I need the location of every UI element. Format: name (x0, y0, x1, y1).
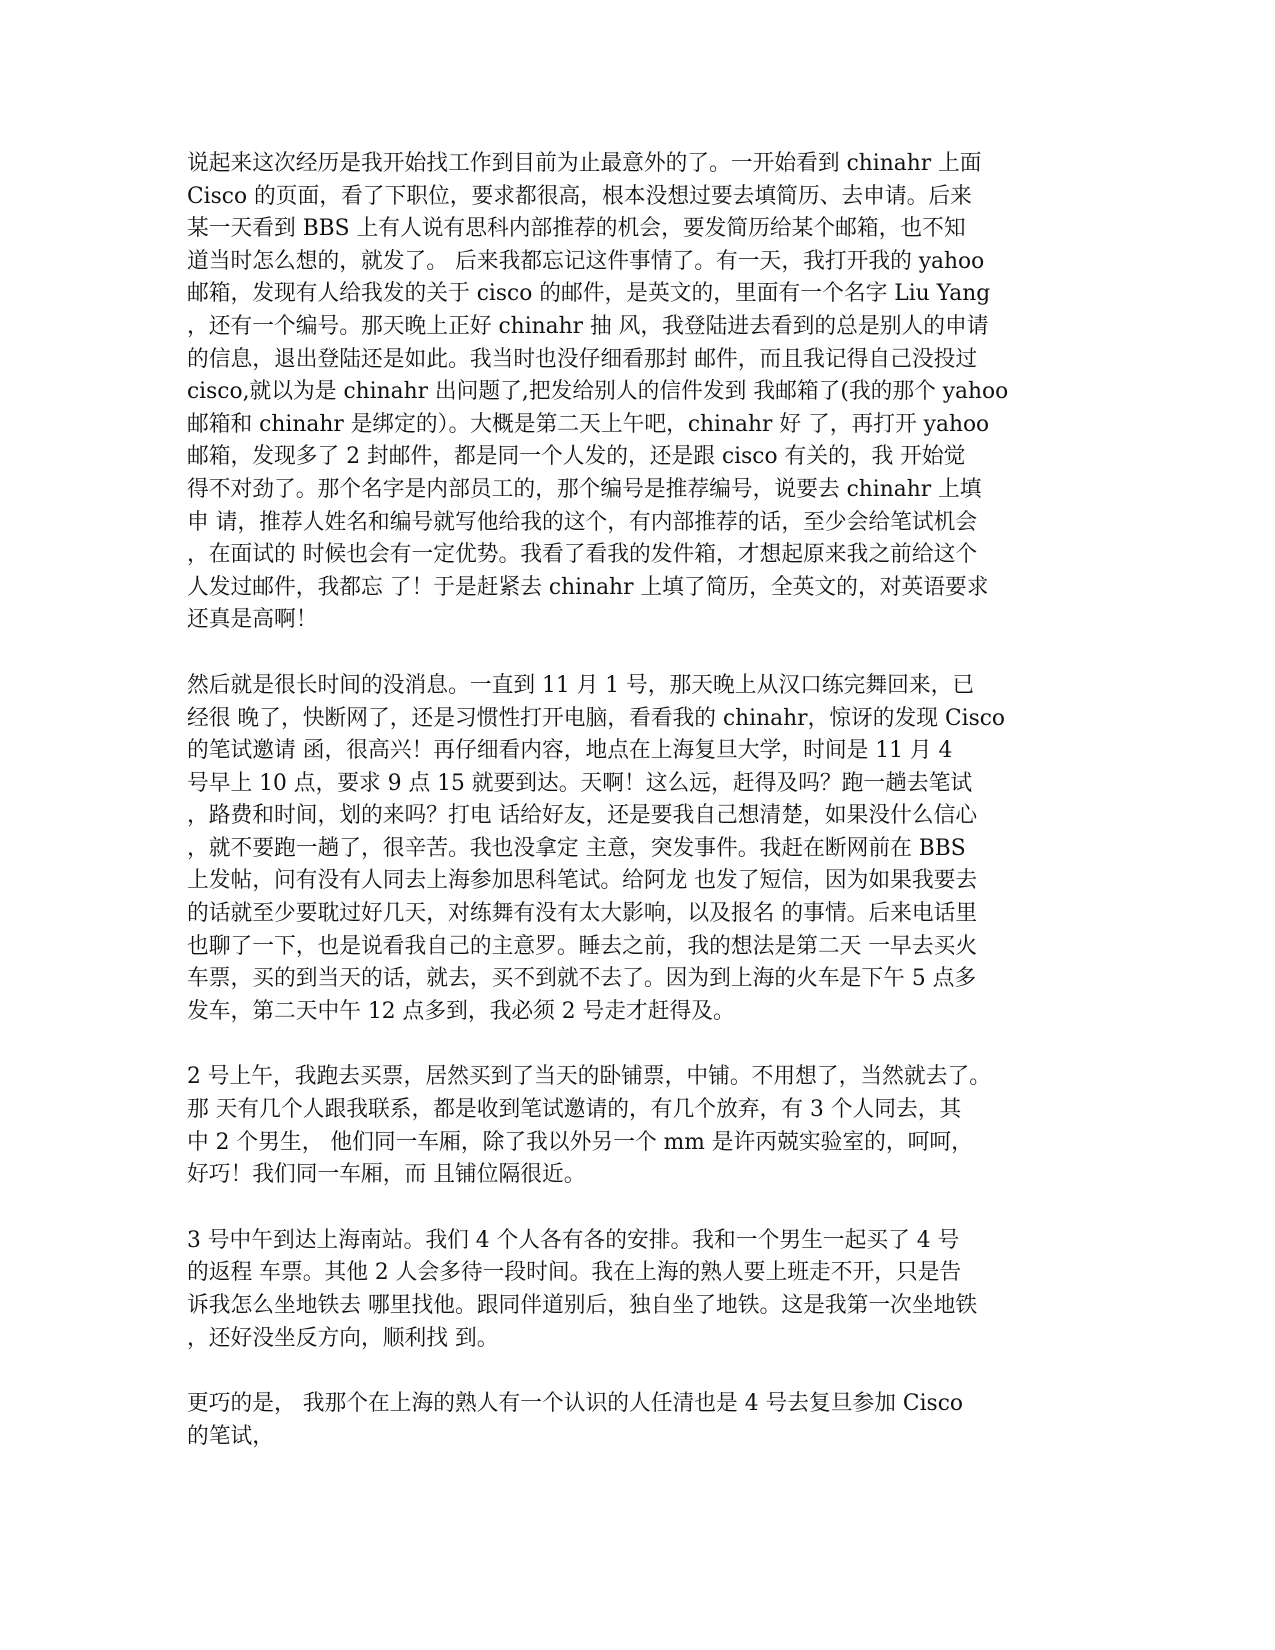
text-line: 邮箱，发现多了 2 封邮件，都是同一个人发的，还是跟 cisco 有关的，我 开始觉 (187, 444, 966, 470)
text-line: 上发帖，问有没有人同去上海参加思科笔试。给阿龙 也发了短信，因为如果我要去 (187, 868, 978, 894)
text-line: 经很 晚了，快断网了，还是习惯性打开电脑，看看我的 chinahr，惊讶的发现 Cisco (187, 705, 1006, 731)
text-line: 人发过邮件，我都忘 了！于是赶紧去 chinahr 上填了简历，全英文的，对英语要求 (187, 574, 989, 600)
paragraph-2 (187, 670, 1087, 1029)
text-line: 中 2 个男生， 他们同一车厢，除了我以外另一个 mm 是许丙兢实验室的，呵呵， (187, 1129, 973, 1155)
text-line: 诉我怎么坐地铁去 哪里找他。跟同伴道别后，独自坐了地铁。这是我第一次坐地铁 (187, 1293, 978, 1318)
text-line: 得不对劲了。那个名字是内部员工的，那个编号是推荐编号，说要去 chinahr 上填 (187, 476, 982, 502)
text-line: 那 天有几个人跟我联系，都是收到笔试邀请的，有几个放弃，有 3 个人同去，其 (187, 1097, 962, 1123)
text-line: ，还有一个编号。那天晚上正好 chinahr 抽 风，我登陆进去看到的总是别人的申请 (187, 313, 989, 339)
document-body (187, 148, 1087, 1486)
text-line: 的笔试， (187, 1423, 275, 1449)
paragraph-3 (187, 1061, 1087, 1191)
text-line: 邮箱和 chinahr 是绑定的）。大概是第二天上午吧，chinahr 好 了，再打开 yahoo (187, 411, 990, 437)
text-line: 说起来这次经历是我开始找工作到目前为止最意外的了。一开始看到 chinahr 上面 (187, 151, 982, 176)
text-line: 还真是高啊！ (187, 607, 318, 633)
text-line: Cisco 的页面，看了下职位，要求都很高，根本没想过要去填简历、去申请。后来 (187, 183, 972, 209)
text-line: 车票，买的到当天的话，就去，买不到就不去了。因为到上海的火车是下午 5 点多 (187, 966, 977, 992)
text-line: 某一天看到 BBS 上有人说有思科内部推荐的机会，要发简历给某个邮箱，也不知 (187, 216, 966, 242)
text-line: 的笔试邀请 函，很高兴！再仔细看内容，地点在上海复旦大学，时间是 11 月 4 (187, 738, 953, 764)
text-line: 道当时怎么想的，就发了。 后来我都忘记这件事情了。有一天，我打开我的 yahoo (187, 248, 985, 274)
paragraph-1 (187, 148, 1087, 637)
text-line: 也聊了一下，也是说看我自己的主意罗。睡去之前，我的想法是第二天 一早去买火 (187, 933, 978, 959)
text-line: 申 请，推荐人姓名和编号就写他给我的这个，有内部推荐的话，至少会给笔试机会 (187, 509, 978, 535)
text-line: 然后就是很长时间的没消息。一直到 11 月 1 号，那天晚上从汉口练完舞回来，已 (187, 672, 975, 698)
text-line: ，还好没坐反方向，顺利找 到。 (187, 1325, 499, 1351)
text-line: 的话就至少要耽过好几天，对练舞有没有太大影响，以及报名 的事情。后来电话里 (187, 901, 978, 927)
text-line: 的信息，退出登陆还是如此。我当时也没仔细看那封 邮件，而且我记得自己没投过 (187, 346, 978, 372)
text-line: 2 号上午，我跑去买票，居然买到了当天的卧铺票，中铺。不用想了，当然就去了。 (187, 1064, 991, 1090)
text-line: 好巧！我们同一车厢，而 且铺位隔很近。 (187, 1162, 586, 1188)
text-line: 的返程 车票。其他 2 人会多待一段时间。我在上海的熟人要上班走不开，只是告 (187, 1260, 962, 1286)
paragraph-4 (187, 1225, 1087, 1355)
text-line: 邮箱，发现有人给我发的关于 cisco 的邮件，是英文的，里面有一个名字 Liu Yang (187, 281, 991, 307)
text-line: ，在面试的 时候也会有一定优势。我看了看我的发件箱，才想起原来我之前给这个 (187, 542, 978, 568)
text-line: ，就不要跑一趟了，很辛苦。我也没拿定 主意，突发事件。我赶在断网前在 BBS (187, 835, 966, 861)
text-line: ，路费和时间，划的来吗？打电 话给好友，还是要我自己想清楚，如果没什么信心 (187, 803, 978, 829)
text-line: 3 号中午到达上海南站。我们 4 个人各有各的安排。我和一个男生一起买了 4 号 (187, 1227, 960, 1253)
text-line: cisco,就以为是 chinahr 出问题了,把发给别人的信件发到 我邮箱了(我的那个 yahoo (187, 379, 1009, 405)
paragraph-5 (187, 1388, 1087, 1453)
text-line: 号早上 10 点，要求 9 点 15 就要到达。天啊！这么远，赶得及吗？跑一趟去笔试 (187, 770, 973, 796)
text-line: 更巧的是， 我那个在上海的熟人有一个认识的人任清也是 4 号去复旦参加 Cisco (187, 1391, 963, 1417)
text-line: 发车，第二天中午 12 点多到，我必须 2 号走才赶得及。 (187, 998, 735, 1024)
